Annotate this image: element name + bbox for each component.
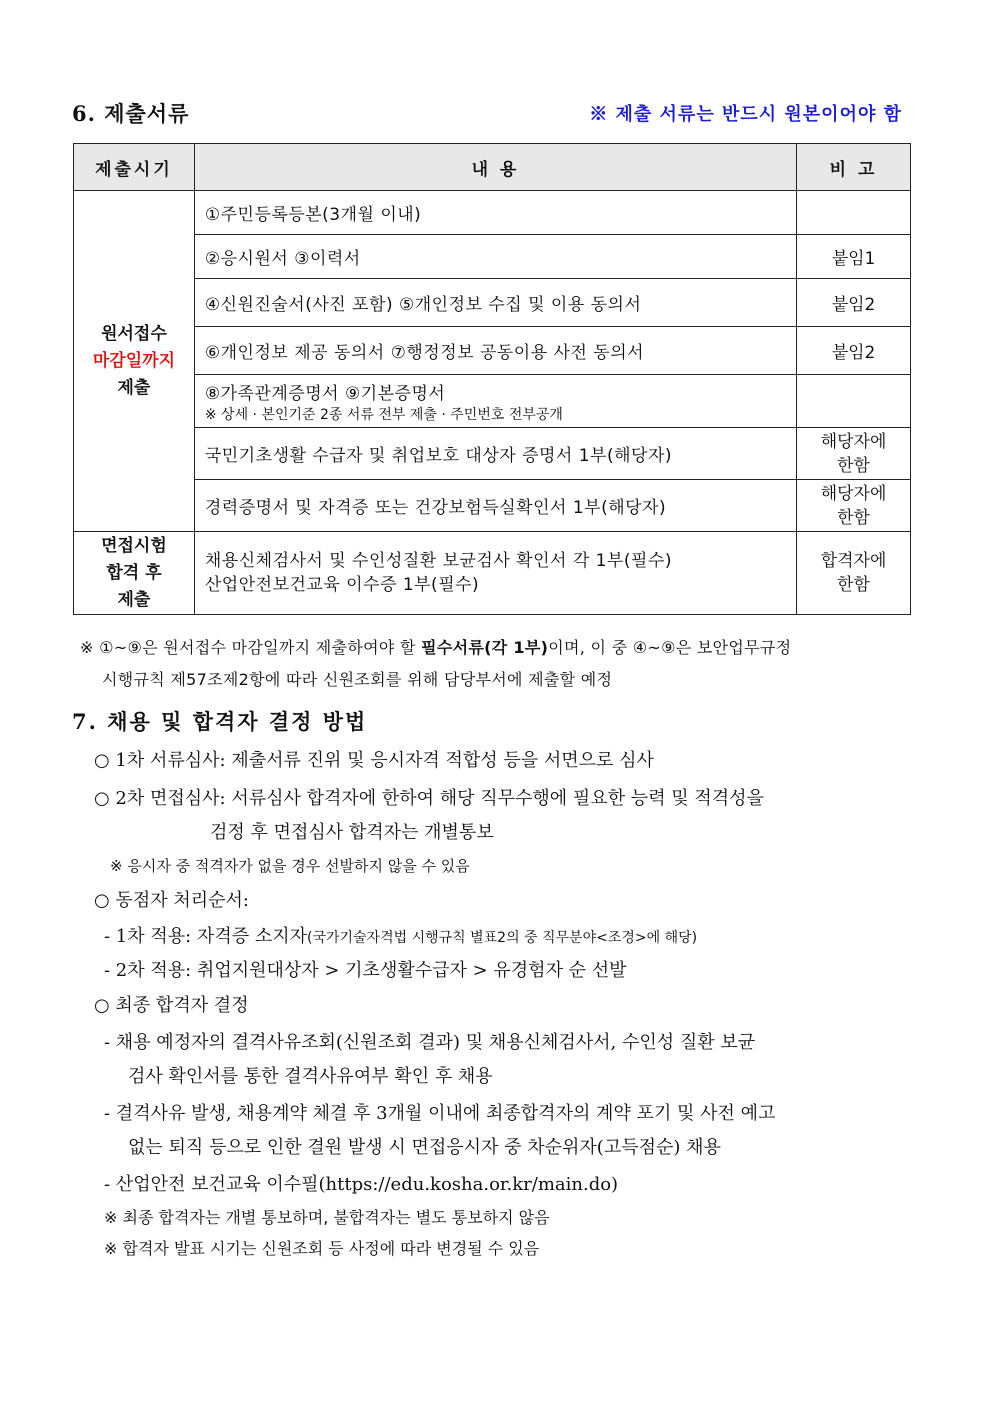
original-document-notice: ※ 제출 서류는 반드시 원본이어야 함: [589, 104, 902, 125]
table-header-row: [74, 144, 911, 191]
table-row: [74, 532, 911, 615]
list-item: - 결격사유 발생, 채용계약 체결 후 3개월 이내에 최종합격자의 계약 포기 및 사전 예고: [104, 1103, 776, 1124]
note: ※ 응시자 중 적격자가 없을 경우 선발하지 않을 수 있음: [110, 857, 470, 875]
document-item: ⑥개인정보 제공 동의서 ⑦행정정보 공동이용 사전 동의서: [194, 327, 796, 375]
table-row: [74, 235, 911, 279]
submission-time-deadline: 원서접수 마감일까지 제출: [74, 191, 195, 532]
document-remark: 해당자에 한함: [797, 480, 911, 532]
document-item: ②응시원서 ③이력서: [194, 235, 796, 279]
document-remark: [797, 191, 911, 235]
document-remark: [797, 375, 911, 428]
list-item: ○ 동점자 처리순서:: [94, 890, 249, 911]
list-item: - 2차 적용: 취업지원대상자 > 기초생활수급자 > 유경험자 순 선발: [104, 960, 627, 981]
list-item: - 1차 적용: 자격증 소지자(국가기술자격법 시행규칙 별표2의 중 직무분야<조경>에 해당): [104, 926, 698, 947]
list-item: ○ 1차 서류심사: 제출서류 진위 및 응시자격 적합성 등을 서면으로 심사: [94, 750, 654, 771]
list-item: - 채용 예정자의 결격사유조회(신원조회 결과) 및 채용신체검사서, 수인성 질환 보균: [104, 1032, 756, 1053]
document-item: 국민기초생활 수급자 및 취업보호 대상자 증명서 1부(해당자): [194, 428, 796, 480]
document-item: ⑧가족관계증명서 ⑨기본증명서 ※ 상세 · 본인기준 2종 서류 전부 제출 · 주민번호 전부공개: [194, 375, 796, 428]
list-item: ○ 2차 면접심사: 서류심사 합격자에 한하여 해당 직무수행에 필요한 능력 및 적격성을: [94, 788, 764, 809]
section-6-title: 6. 제출서류: [72, 101, 190, 126]
section-7-title: 7. 채용 및 합격자 결정 방법: [72, 709, 368, 734]
submission-time-after-interview: 면접시험 합격 후 제출: [74, 532, 195, 615]
documents-table: [73, 143, 911, 615]
table-row: [74, 428, 911, 480]
document-item: ①주민등록등본(3개월 이내): [194, 191, 796, 235]
document-item: 채용신체검사서 및 수인성질환 보균검사 확인서 각 1부(필수) 산업안전보건교육 이수증 1부(필수): [194, 532, 796, 615]
document-remark: 붙임2: [797, 279, 911, 327]
table-footnote: ※ ①~⑨은 원서접수 마감일까지 제출하여야 할 필수서류(각 1부)이며, 이 중 ④~⑨은 보안업무규정 시행규칙 제57조제2항에 따라 신원조회를 위해 담당부서에 제출할 예정: [80, 638, 792, 689]
header-content: 내 용: [194, 144, 796, 191]
table-row: [74, 191, 911, 235]
list-item: 없는 퇴직 등으로 인한 결원 발생 시 면접응시자 중 차순위자(고득점순) 채용: [128, 1137, 721, 1158]
document-subnote: ※ 상세 · 본인기준 2종 서류 전부 제출 · 주민번호 전부공개: [204, 406, 563, 423]
document-remark: 합격자에 한함: [797, 532, 911, 615]
document-remark: 붙임2: [797, 327, 911, 375]
list-item: 검사 확인서를 통한 결격사유여부 확인 후 채용: [128, 1066, 493, 1087]
note: ※ 합격자 발표 시기는 신원조회 등 사정에 따라 변경될 수 있음: [104, 1239, 540, 1258]
list-item: - 산업안전 보건교육 이수필(https://edu.kosha.or.kr/main.do): [104, 1174, 619, 1195]
document-remark: 붙임1: [797, 235, 911, 279]
table-row: [74, 480, 911, 532]
document-item: 경력증명서 및 자격증 또는 건강보험득실확인서 1부(해당자): [194, 480, 796, 532]
note: ※ 최종 합격자는 개별 통보하며, 불합격자는 별도 통보하지 않음: [104, 1208, 550, 1227]
document-item: ④신원진술서(사진 포함) ⑤개인정보 수집 및 이용 동의서: [194, 279, 796, 327]
list-item: ○ 최종 합격자 결정: [94, 995, 249, 1016]
list-item: 검정 후 면접심사 합격자는 개별통보: [210, 822, 494, 843]
table-row: [74, 279, 911, 327]
header-when: 제출시기: [74, 144, 195, 191]
document-remark: 해당자에 한함: [797, 428, 911, 480]
table-row: [74, 375, 911, 428]
table-row: [74, 327, 911, 375]
header-remark: 비 고: [797, 144, 911, 191]
